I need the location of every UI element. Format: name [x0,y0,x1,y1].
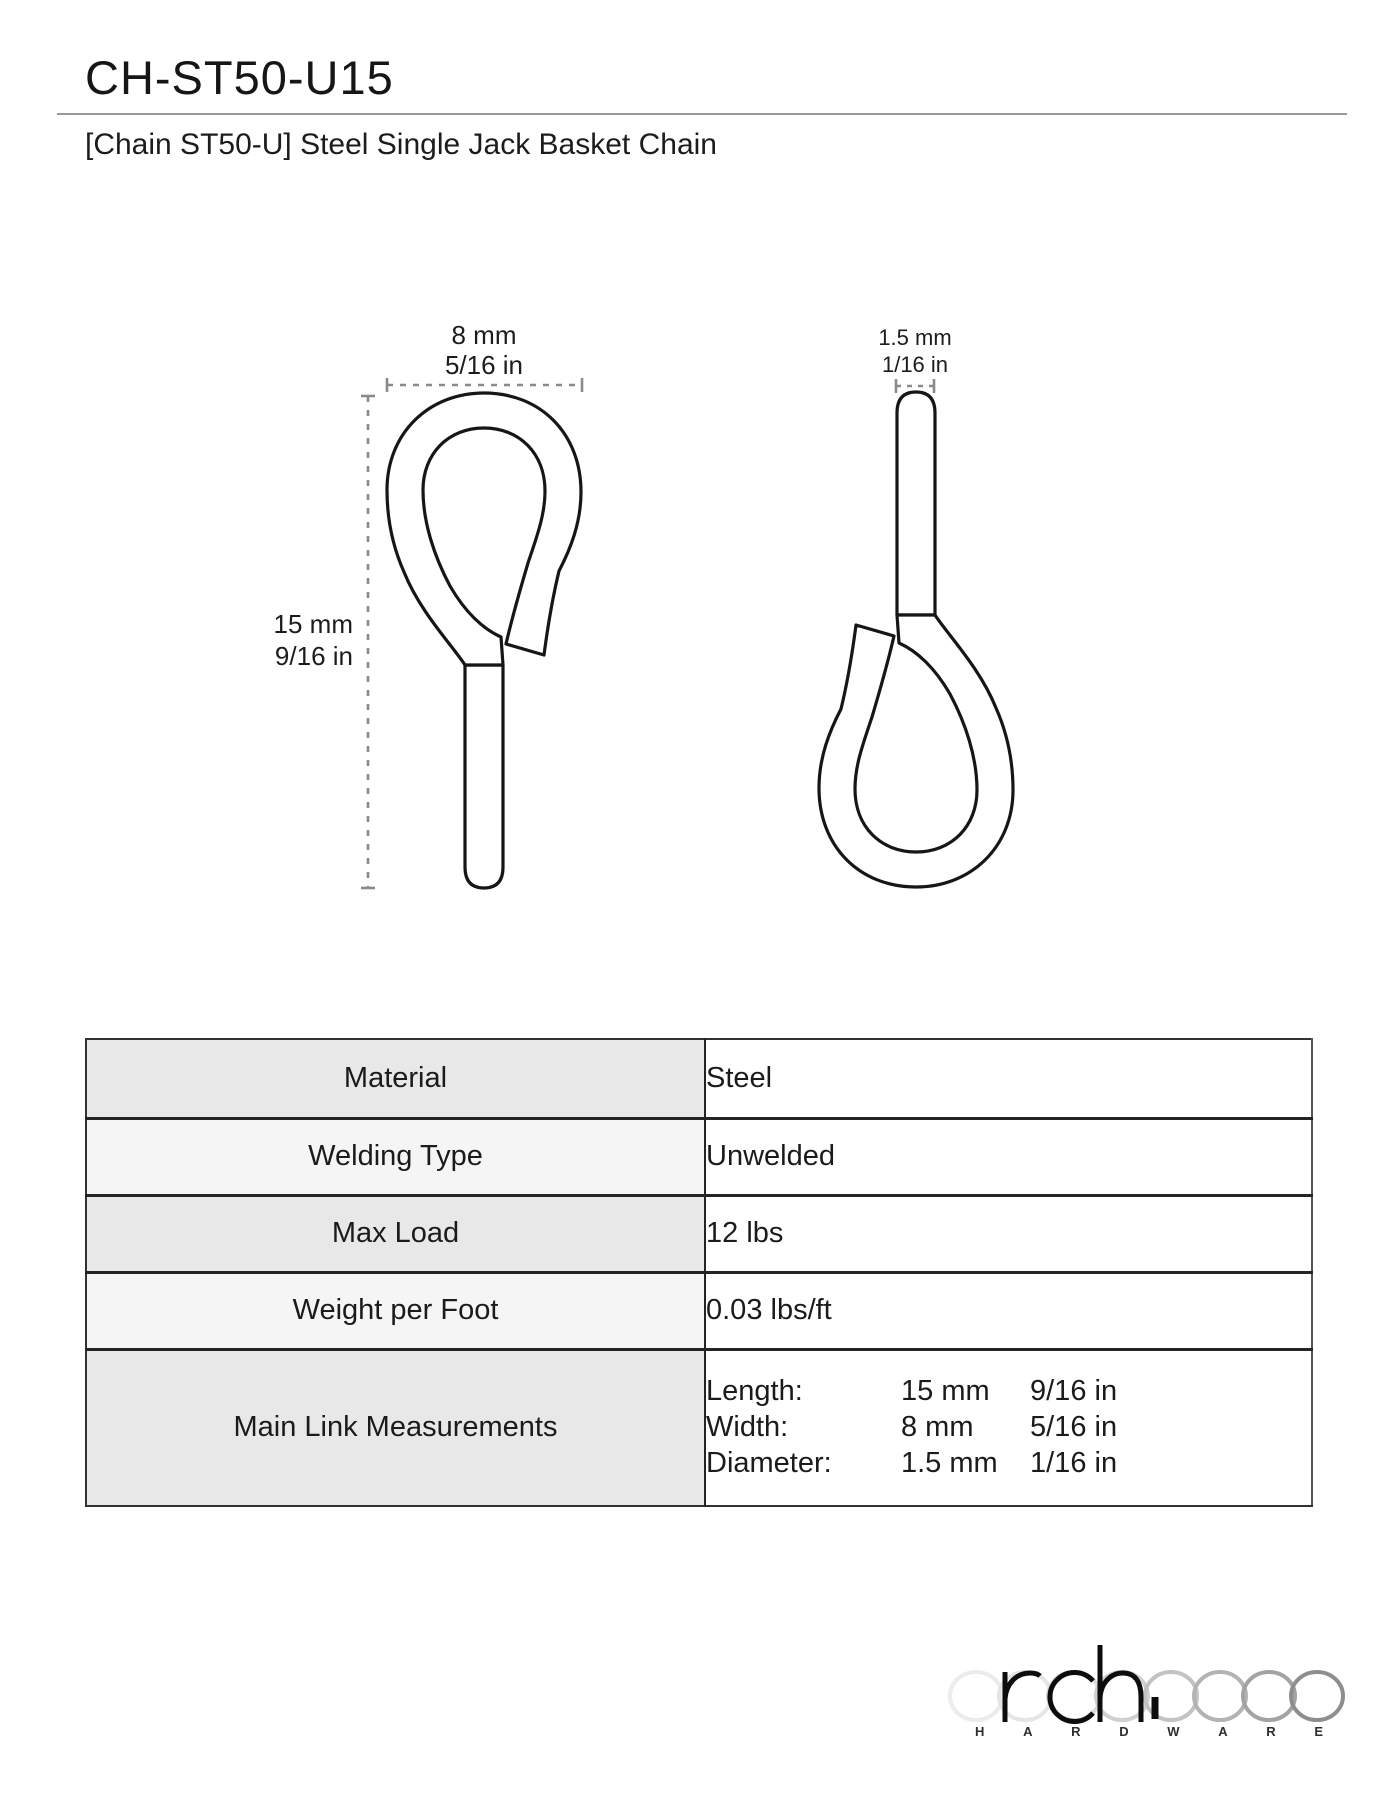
brand-word-letter: A [1023,1724,1033,1739]
brand-letter-c [1050,1673,1093,1722]
spec-label: Welding Type [86,1118,705,1195]
spec-value [705,1349,1312,1506]
measurement-imperial: 1/16 in [1030,1447,1118,1480]
measurement-imperial: 5/16 in [1030,1411,1118,1444]
product-description: [Chain ST50-U] Steel Single Jack Basket Chain [85,128,717,161]
table-row [86,1118,1312,1195]
side-diameter-label [815,324,1015,378]
spec-value: Unwelded [705,1118,1312,1195]
spec-value: 12 lbs [705,1195,1312,1272]
front-width-in: 5/16 in [444,350,524,380]
chain-ring [1291,1672,1343,1720]
spec-value: 0.03 lbs/ft [705,1272,1312,1349]
chain-ring [950,1672,1002,1720]
link-stem [465,665,503,888]
measurement-imperial: 9/16 in [1030,1375,1118,1408]
spec-label: Max Load [86,1195,705,1272]
spec-table [85,1038,1313,1507]
brand-word-letter: H [975,1724,985,1739]
brand-word-letter: W [1167,1724,1180,1739]
measurement-metric: 15 mm [901,1375,990,1408]
brand-word-letter: D [1119,1724,1129,1739]
measurement-metric: 1.5 mm [901,1447,998,1480]
spec-value: Steel [705,1039,1312,1118]
brand-word-hardware [975,1724,1323,1739]
brand-logo-chain [950,1672,1343,1720]
brand-word-letter: R [1071,1724,1081,1739]
chain-ring [1048,1672,1100,1720]
brand-word-letter: A [1218,1724,1228,1739]
divider-rule [57,113,1347,115]
brand-word-letter: R [1266,1724,1276,1739]
table-row [86,1195,1312,1272]
side-view-link-drawing [819,392,1013,887]
table-row [86,1039,1312,1118]
width-dimension-line [387,378,582,392]
diameter-dimension-line [896,379,934,393]
side-diameter-in: 1/16 in [881,352,949,377]
length-dimension-line [361,396,375,888]
brand-wordmark [1005,1645,1155,1722]
front-width-mm: 8 mm [451,320,517,350]
spec-label: Main Link Measurements [86,1349,705,1506]
front-length-mm: 15 mm [273,609,353,639]
front-length-label [153,608,353,672]
chain-ring [1194,1672,1246,1720]
measurement-name: Diameter: [706,1447,832,1480]
measurement-name: Width: [706,1411,789,1444]
measurement-name: Length: [706,1375,803,1408]
spec-label: Weight per Foot [86,1272,705,1349]
spec-label: Material [86,1039,705,1118]
link-loop [387,393,581,665]
chain-ring [1145,1672,1197,1720]
side-diameter-mm: 1.5 mm [878,325,952,350]
product-sku: CH-ST50-U15 [85,51,394,104]
front-length-in: 9/16 in [274,641,353,671]
brand-letter-h [1100,1645,1141,1722]
brand-word-letter: E [1314,1724,1323,1739]
front-view-link-drawing [387,393,581,888]
front-width-label [384,320,584,380]
measurement-metric: 8 mm [901,1411,974,1444]
chain-ring [1243,1672,1295,1720]
brand-letter-r [1005,1672,1040,1722]
table-row [86,1272,1312,1349]
measurement-list [706,1377,1311,1478]
table-row [86,1349,1312,1506]
chain-ring [999,1672,1051,1720]
chain-ring [1096,1672,1148,1720]
